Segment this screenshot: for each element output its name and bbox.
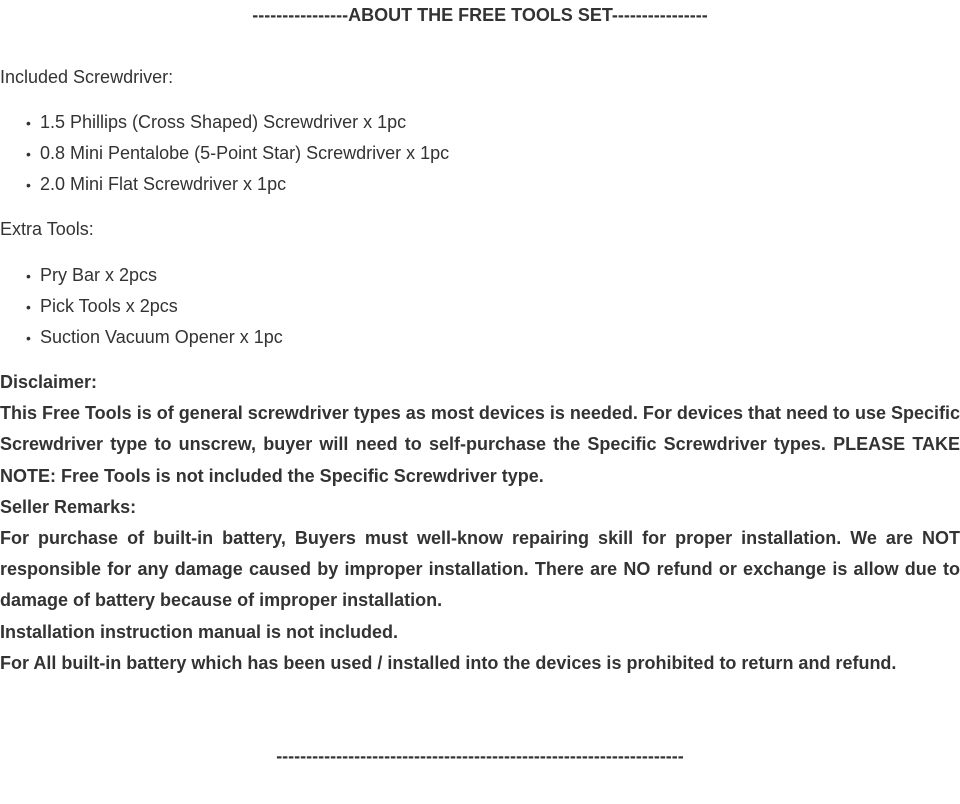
disclaimer-label: Disclaimer: (0, 372, 98, 392)
bullet-icon: • (26, 146, 31, 162)
return-note: For All built-in battery which has been used / installed into the devices is prohibited to return and refund. (0, 652, 897, 673)
list-item: • Pry Bar x 2pcs (26, 260, 283, 291)
screwdriver-list (26, 107, 449, 200)
bullet-icon: • (26, 115, 31, 131)
bullet-icon: • (26, 330, 31, 346)
bullet-icon: • (26, 299, 31, 315)
seller-remarks-label: Seller Remarks: (0, 496, 137, 517)
list-item: • Pick Tools x 2pcs (26, 291, 283, 322)
disclaimer-text: This Free Tools is of general screwdriver types as most devices is needed. For devices that need to use Specific Screwdriver type to unscrew, buyer will need to self-purchase the Specific Screwdriver types. PLEASE TAKE NOTE: Free Tools is not included the Specific Screwdriver type. (0, 403, 960, 486)
list-item: • 1.5 Phillips (Cross Shaped) Screwdriver x 1pc (26, 107, 449, 138)
list-item: • 2.0 Mini Flat Screwdriver x 1pc (26, 169, 449, 200)
manual-note: Installation instruction manual is not included. (0, 621, 399, 642)
extra-tools-list (26, 260, 283, 353)
seller-remarks-text: For purchase of built-in battery, Buyers must well-know repairing skill for proper installation. We are NOT responsible for any damage caused by improper installation. There are NO refund or exchange is allow due to damage of battery because of improper installation. (0, 528, 960, 611)
disclaimer-and-remarks (0, 367, 960, 679)
list-item: • 0.8 Mini Pentalobe (5-Point Star) Screwdriver x 1pc (26, 138, 449, 169)
included-screwdriver-label: Included Screwdriver: (0, 67, 174, 87)
bullet-icon: • (26, 177, 31, 193)
extra-tools-label: Extra Tools: (0, 219, 94, 239)
free-tools-heading: ----------------ABOUT THE FREE TOOLS SET---------------- (252, 5, 708, 25)
list-item: • Suction Vacuum Opener x 1pc (26, 322, 283, 353)
footer-divider: -------------------------------------------------------------------- (276, 746, 684, 766)
bullet-icon: • (26, 268, 31, 284)
